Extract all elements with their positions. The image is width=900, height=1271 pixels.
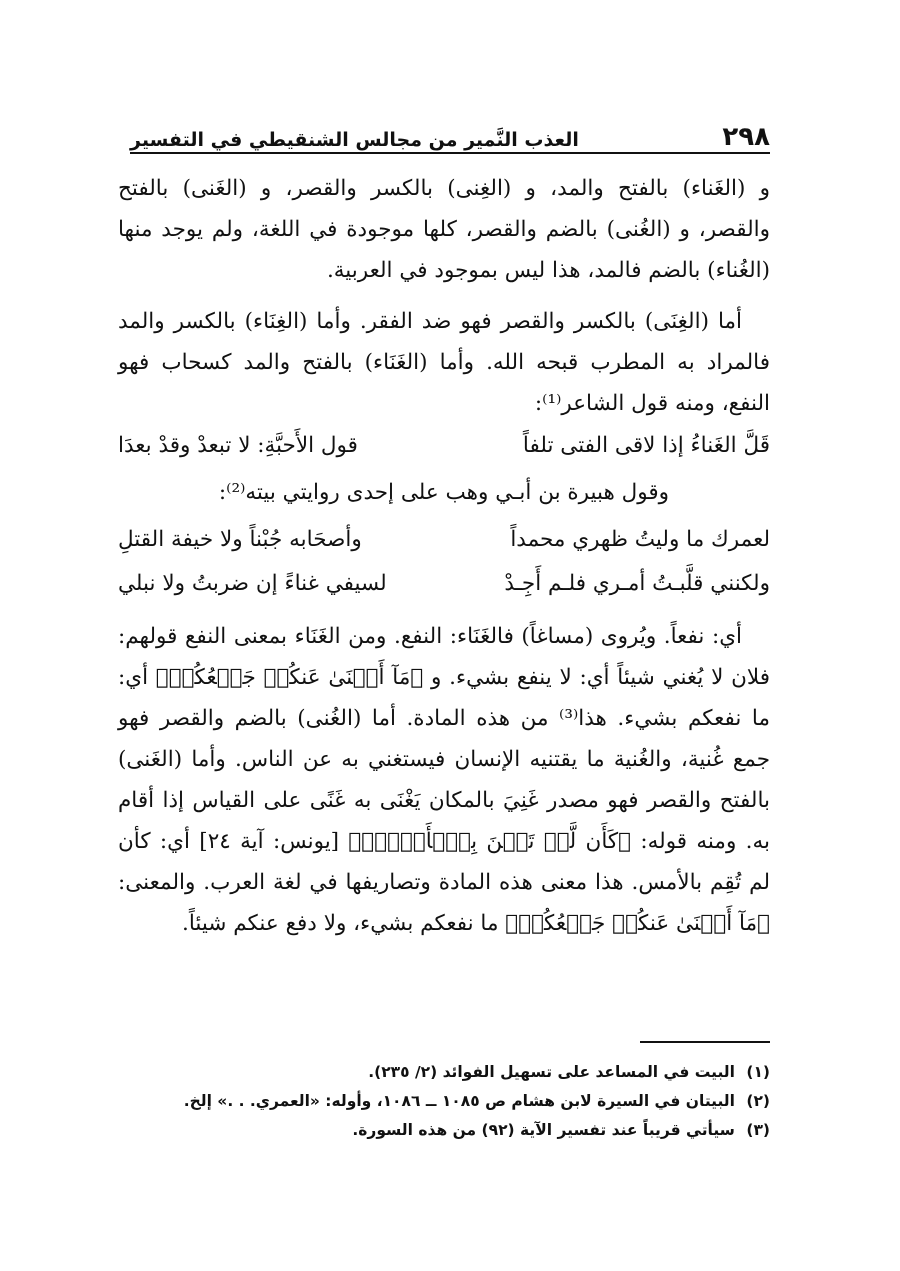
paragraph-1: و (الغَناء) بالفتح والمد، و (الغِنى) بالكسر والقصر، و (الغَنى) بالفتح والقصر، و (الغُنى) بالضم والقصر، كلها موجودة في اللغة، ولم يوجد منها (الغُناء) بالضم فالمد، هذا ليس بموجود في العربية. bbox=[118, 176, 770, 283]
footnote-3 bbox=[118, 1116, 770, 1145]
verse-intro: وقول هبيرة بن أبـي وهب على إحدى روايتي بيته⁽²⁾: bbox=[218, 480, 670, 505]
footnote-text: البيتان في السيرة لابن هشام ص ١٠٨٥ ــ ١٠٨٦، وأوله: «العمري. . .» إلخ. bbox=[183, 1092, 735, 1110]
page-number: ٢٩٨ bbox=[722, 122, 770, 152]
spacer bbox=[118, 606, 770, 616]
footnote-rule bbox=[640, 1041, 770, 1043]
header-rule bbox=[130, 152, 770, 154]
verse-line-3 bbox=[118, 562, 770, 606]
verse-2-second-hemistich: وأصحَابه جُبْناً ولا خيفة القتلِ bbox=[118, 527, 362, 552]
footnote-text: سيأتي قريباً عند تفسير الآية (٩٢) من هذه السورة. bbox=[352, 1121, 735, 1139]
verse-1-first-hemistich: قَلَّ الغَناءُ إذا لاقى الفتى تلفاً bbox=[522, 433, 770, 458]
footnote-2 bbox=[118, 1087, 770, 1116]
footnotes bbox=[118, 1058, 770, 1145]
verse-2-first-hemistich: لعمرك ما وليتُ ظهري محمداً bbox=[510, 527, 770, 552]
footnote-number: (١) bbox=[746, 1063, 770, 1081]
page-header bbox=[130, 112, 770, 150]
footnote-number: (٢) bbox=[746, 1092, 770, 1110]
verse-line-1 bbox=[118, 424, 770, 468]
verse-1-second-hemistich: قول الأَحبَّةِ: لا تبعدْ وقدْ بعدَا bbox=[118, 433, 358, 458]
verse-line-2 bbox=[118, 518, 770, 562]
verse-3-first-hemistich: ولكنني قلَّبـتُ أمـري فلـم أَجِـدْ bbox=[504, 571, 770, 596]
verse-3-second-hemistich: لسيفي غناءً إن ضربتُ ولا نبلي bbox=[118, 571, 387, 596]
spacer bbox=[118, 291, 770, 301]
main-text bbox=[118, 168, 770, 944]
footnote-text: البيت في المساعد على تسهيل الفوائد (٢/ ٢٣٥). bbox=[368, 1063, 735, 1081]
paragraph-3: أي: نفعاً. ويُروى (مساغاً) فالغَنَاء: النفع. ومن الغَنَاء بمعنى النفع قولهم: فلان لا يُغني شيئاً أي: لا ينفع بشيء. و ﴿مَآ أَغۡنَىٰ عَنكُمۡ جَمۡعُكُمۡ﴾ أي: ما نفعكم بشيء. هذا⁽³⁾ من هذه المادة. أما (الغُنى) بالضم والقصر فهو جمع غُنية، والغُنية ما يقتنيه الإنسان فيستغني به عن الناس. وأما (الغَنى) بالفتح والقصر فهو مصدر غَنِيَ بالمكان يَغْنَى به غَنًى على القياس إذا أقام به. ومنه قوله: ﴿كَأَن لَّمۡ تَغۡنَ بِٱلۡأَمۡسِۚ﴾ [يونس: آية ٢٤] أي: كأن لم تُقِم بالأمس. هذا معنى هذه المادة وتصاريفها في لغة العرب. والمعنى: ﴿مَآ أَغۡنَىٰ عَنكُمۡ جَمۡعُكُمۡ﴾ ما نفعكم بشيء، ولا دفع عنكم شيئاً. bbox=[118, 624, 770, 936]
footnote-1 bbox=[118, 1058, 770, 1087]
running-title: العذب النَّمير من مجالس الشنقيطي في التفسير bbox=[130, 129, 579, 151]
paragraph-2: أما (الغِنَى) بالكسر والقصر فهو ضد الفقر. وأما (الغِنَاء) بالكسر والمد فالمراد به المطرب قبحه الله. وأما (الغَنَاء) بالفتح والمد كسحاب فهو النفع، ومنه قول الشاعر⁽¹⁾: bbox=[118, 309, 770, 416]
footnote-number: (٣) bbox=[746, 1121, 770, 1139]
